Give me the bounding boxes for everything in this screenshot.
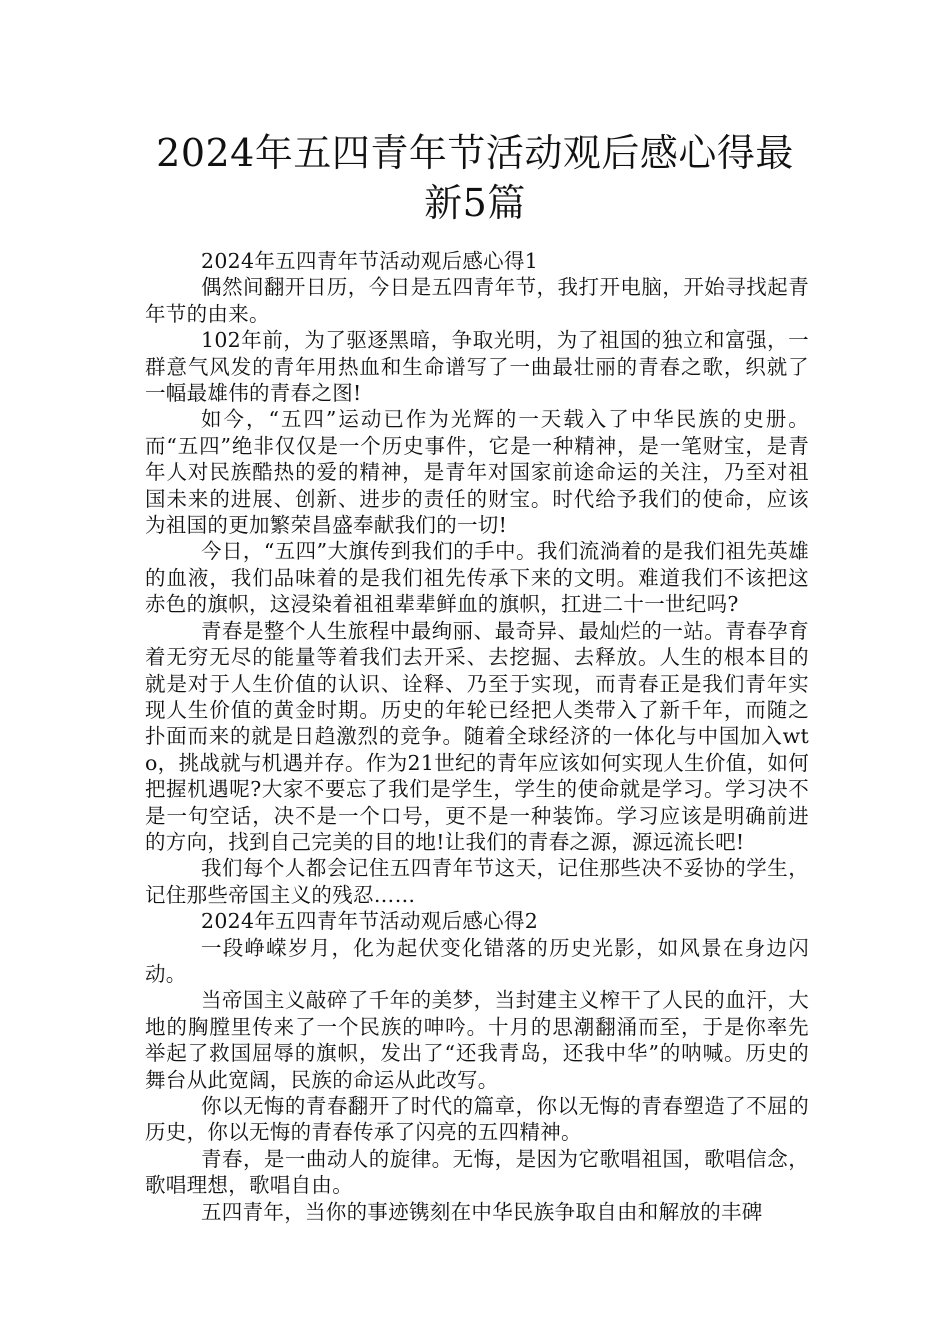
paragraph: 我们每个人都会记住五四青年节这天，记住那些决不妥协的学生，记住那些帝国主义的残忍…… [145, 856, 809, 907]
paragraph: 你以无悔的青春翻开了时代的篇章，你以无悔的青春塑造了不屈的历史，你以无悔的青春传承了闪亮的五四精神。 [145, 1094, 809, 1145]
paragraph: 如今，“五四”运动已作为光辉的一天载入了中华民族的史册。而“五四”绝非仅仅是一个历史事件，它是一种精神，是一笔财宝，是青年人对民族酷热的爱的精神，是青年对国家前途命运的关注，乃至对祖国未来的进展、创新、进步的责任的财宝。时代给予我们的使命，应该为祖国的更加繁荣昌盛奉献我们的一切! [145, 407, 809, 538]
paragraph: 青春是整个人生旅程中最绚丽、最奇异、最灿烂的一站。青春孕育着无穷无尽的能量等着我们去开采、去挖掘、去释放。人生的根本目的就是对于人生价值的认识、诠释、乃至于实现，而青春正是我们青年实现人生价值的黄金时期。历史的年轮已经把人类带入了新千年，而随之扑面而来的就是日趋激烈的竞争。随着全球经济的一体化与中国加入wto，挑战就与机遇并存。作为21世纪的青年应该如何实现人生价值，如何把握机遇呢?大家不要忘了我们是学生，学生的使命就是学习。学习决不是一句空话，决不是一个口号，更不是一种装饰。学习应该是明确前进的方向，找到自己完美的目的地!让我们的青春之源，源远流长吧! [145, 618, 809, 854]
section-heading-1: 2024年五四青年节活动观后感心得1 [201, 249, 539, 273]
section-heading-2: 2024年五四青年节活动观后感心得2 [201, 909, 539, 934]
paragraph: 一段峥嵘岁月，化为起伏变化错落的历史光影，如风景在身边闪动。 [145, 935, 809, 986]
document-body [145, 248, 809, 1225]
document-title: 2024年五四青年节活动观后感心得最新5篇 [156, 131, 794, 225]
paragraph: 102年前，为了驱逐黑暗，争取光明，为了祖国的独立和富强，一群意气风发的青年用热血和生命谱写了一曲最壮丽的青春之歌，织就了一幅最雄伟的青春之图! [145, 328, 809, 406]
paragraph: 偶然间翻开日历，今日是五四青年节，我打开电脑，开始寻找起青年节的由来。 [145, 275, 809, 326]
paragraph: 五四青年，当你的事迹镌刻在中华民族争取自由和解放的丰碑 [201, 1199, 763, 1224]
paragraph: 当帝国主义敲碎了千年的美梦，当封建主义榨干了人民的血汗，大地的胸膛里传来了一个民族的呻吟。十月的思潮翻涌而至，于是你率先举起了救国屈辱的旗帜，发出了“还我青岛，还我中华”的呐喊。历史的舞台从此宽阔，民族的命运从此改写。 [145, 988, 809, 1092]
paragraph: 青春，是一曲动人的旋律。无悔，是因为它歌唱祖国，歌唱信念，歌唱理想，歌唱自由。 [145, 1146, 809, 1198]
paragraph: 今日，“五四”大旗传到我们的手中。我们流淌着的是我们祖先英雄的血液，我们品味着的是我们祖先传承下来的文明。难道我们不该把这赤色的旗帜，这浸染着祖祖辈辈鲜血的旗帜，扛进二十一世纪吗? [145, 539, 809, 617]
